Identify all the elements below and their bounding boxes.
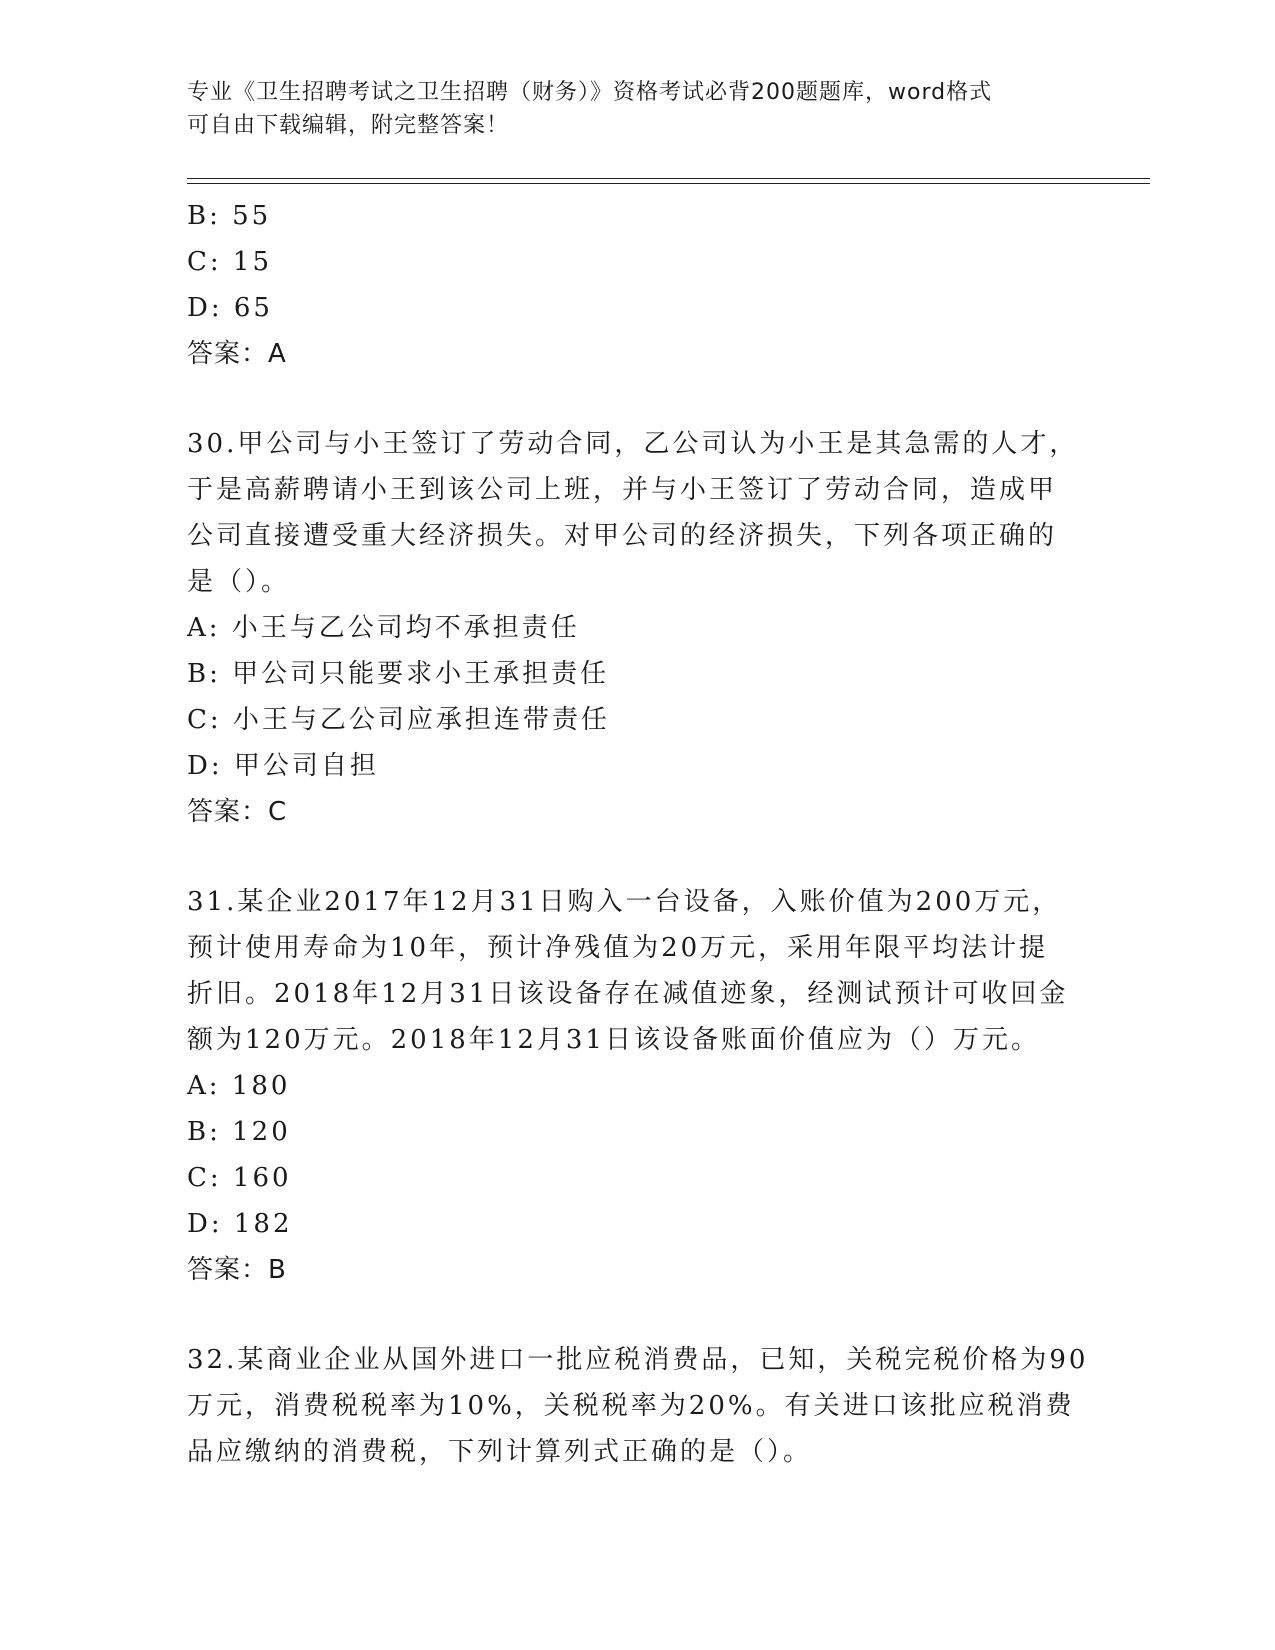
- option-c: C: 15: [187, 247, 273, 277]
- question-stem-line: 万元，消费税税率为10%，关税税率为20%。有关进口该批应税消费: [187, 1391, 1075, 1421]
- answer-line: 答案：A: [187, 339, 287, 369]
- question-30: [187, 421, 1087, 835]
- document-body: [187, 193, 1087, 1475]
- header-line-1: 专业《卫生招聘考试之卫生招聘（财务）》资格考试必背200题题库，word格式: [187, 80, 993, 105]
- question-stem-line: 预计使用寿命为10年，预计净残值为20万元，采用年限平均法计提: [187, 933, 1049, 963]
- option-d: D: 65: [187, 293, 273, 323]
- option-a: A: 小王与乙公司均不承担责任: [187, 613, 580, 643]
- option-d: D: 182: [187, 1209, 293, 1239]
- question-stem-line: 额为120万元。2018年12月31日该设备账面价值应为（）万元。: [187, 1025, 1040, 1055]
- question-stem: [187, 1337, 1087, 1475]
- question-29-continuation: [187, 193, 1087, 377]
- question-32: [187, 1337, 1087, 1475]
- option-b: B: 55: [187, 201, 272, 231]
- question-stem: [187, 879, 1087, 1063]
- question-stem-line: 32.某商业企业从国外进口一批应税消费品，已知，关税完税价格为90: [187, 1345, 1089, 1375]
- question-spacer: [187, 835, 1087, 879]
- answer-line: 答案：B: [187, 1255, 287, 1285]
- option-a: A: 180: [187, 1071, 291, 1101]
- option-d: D: 甲公司自担: [187, 751, 379, 781]
- option-b: B: 甲公司只能要求小王承担责任: [187, 659, 610, 689]
- header-line-2: 可自由下载编辑，附完整答案！: [187, 113, 510, 138]
- question-stem-line: 是（）。: [187, 567, 291, 597]
- question-stem-line: 于是高薪聘请小王到该公司上班，并与小王签订了劳动合同，造成甲: [187, 475, 1058, 505]
- question-spacer: [187, 377, 1087, 421]
- option-b: B: 120: [187, 1117, 291, 1147]
- question-31: [187, 879, 1087, 1293]
- option-c: C: 160: [187, 1163, 292, 1193]
- header-divider-top: [187, 178, 1150, 179]
- answer-line: 答案：C: [187, 797, 288, 827]
- document-header: [187, 76, 1067, 142]
- question-stem-line: 折旧。2018年12月31日该设备存在减值迹象，经测试预计可收回金: [187, 979, 1069, 1009]
- question-stem-line: 31.某企业2017年12月31日购入一台设备，入账价值为200万元，: [187, 887, 1062, 917]
- question-spacer: [187, 1293, 1087, 1337]
- question-stem-line: 品应缴纳的消费税，下列计算列式正确的是（）。: [187, 1437, 813, 1467]
- option-c: C: 小王与乙公司应承担连带责任: [187, 705, 610, 735]
- question-stem: [187, 421, 1087, 605]
- question-stem-line: 公司直接遭受重大经济损失。对甲公司的经济损失，下列各项正确的: [187, 521, 1058, 551]
- question-stem-line: 30.甲公司与小王签订了劳动合同，乙公司认为小王是其急需的人才，: [187, 429, 1079, 459]
- header-divider-bottom: [187, 183, 1150, 184]
